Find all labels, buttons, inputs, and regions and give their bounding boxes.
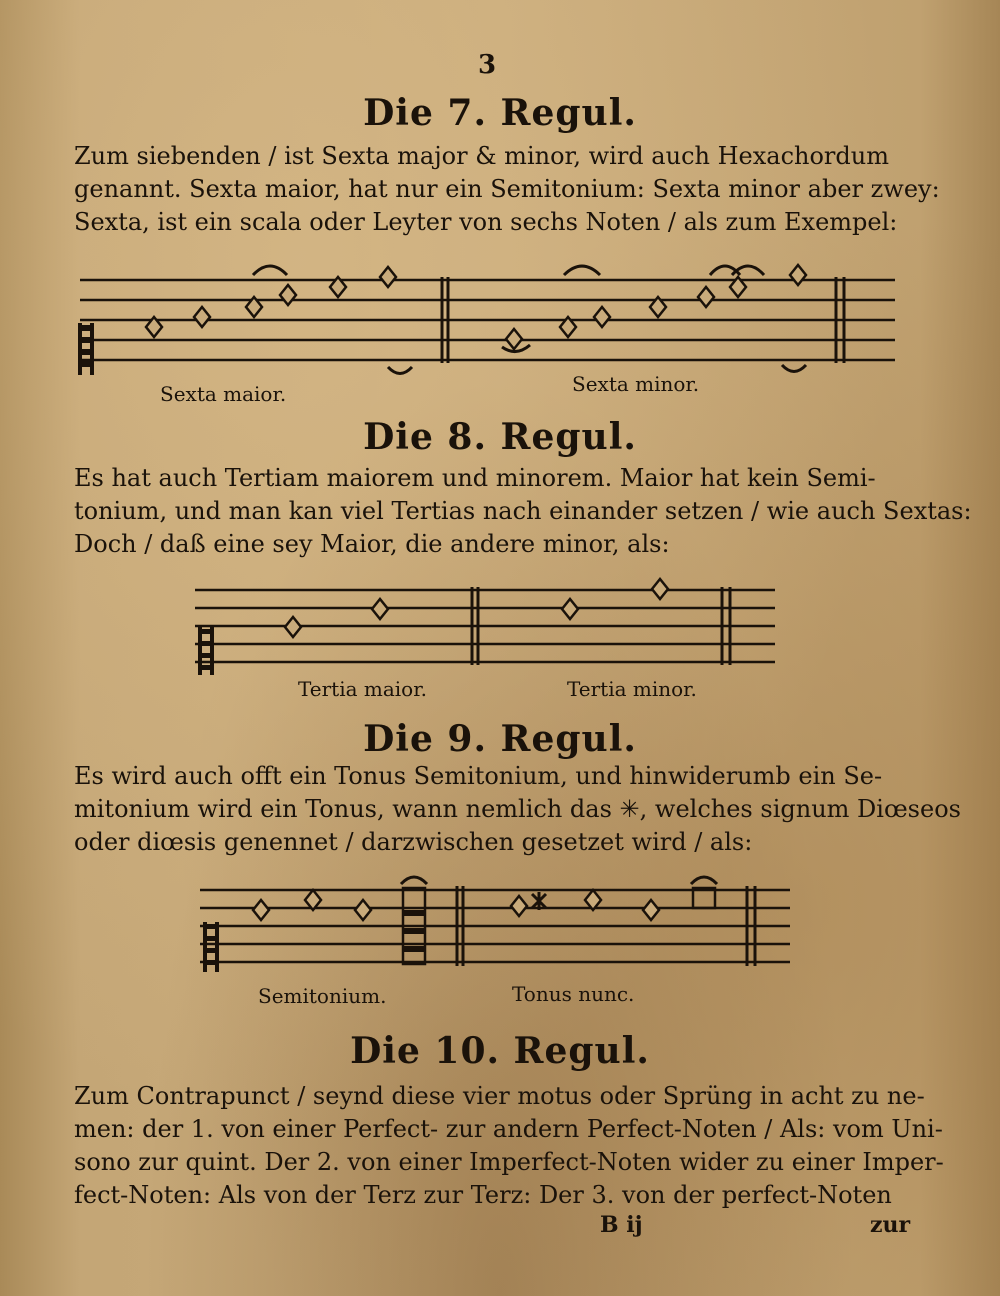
rule10-heading: Die 10. Regul. (350, 1030, 650, 1072)
music-staff-tertia (190, 575, 790, 685)
rule9-line-2: mitonium wird ein Tonus, wann nemlich das ✳, welches signum Diœseos (74, 795, 961, 823)
rule8-heading: Die 8. Regul. (363, 416, 637, 458)
rule9-heading: Die 9. Regul. (363, 718, 637, 760)
catchword: zur (870, 1212, 911, 1238)
c-clef-icon (198, 627, 214, 675)
label-sexta-minor: Sexta minor. (572, 372, 700, 396)
rule10-line-1: Zum Contrapunct / seynd diese vier motus oder Sprüng in acht zu ne- (74, 1082, 925, 1110)
rule10-line-4: fect-Noten: Als von der Terz zur Terz: Der 3. von der perfect-Noten (74, 1181, 892, 1209)
rule9-line-1: Es wird auch offt ein Tonus Semitonium, und hinwiderumb ein Se- (74, 762, 883, 790)
label-tonus-nunc: Tonus nunc. (512, 982, 635, 1006)
rule7-text (74, 140, 940, 239)
label-tertia-minor: Tertia minor. (567, 677, 697, 701)
label-sexta-maior: Sexta maior. (160, 382, 287, 406)
c-clef-icon (78, 323, 94, 375)
rule7-line-2: genannt. Sexta maior, hat nur ein Semitonium: Sexta minor aber zwey: (74, 175, 940, 203)
rule9-line-3: oder diœsis genennet / darzwischen gesetzet wird / als: (74, 828, 753, 856)
rule8-line-3: Doch / daß eine sey Maior, die andere minor, als: (74, 530, 670, 558)
rule8-line-1: Es hat auch Tertiam maiorem und minorem. Maior hat kein Semi- (74, 464, 876, 492)
rule10-text (74, 1080, 944, 1212)
rule10-line-3: sono zur quint. Der 2. von einer Imperfect-Noten wider zu einer Imper- (74, 1148, 944, 1176)
diesis-sharp-icon (532, 892, 546, 910)
label-tertia-maior: Tertia maior. (298, 677, 427, 701)
rule7-line-1: Zum siebenden / ist Sexta major & minor, wird auch Hexachordum (74, 142, 889, 170)
rule7-line-3: Sexta, ist ein scala oder Leyter von sechs Noten / als zum Exempel: (74, 208, 898, 236)
c-clef-icon (203, 922, 219, 972)
rule9-text (74, 760, 961, 859)
label-semitonium: Semitonium. (258, 984, 387, 1008)
rule8-line-2: tonium, und man kan viel Tertias nach einander setzen / wie auch Sextas: (74, 497, 972, 525)
rule7-heading: Die 7. Regul. (363, 92, 637, 134)
signature-mark: B ij (600, 1212, 643, 1238)
music-staff-sexta (70, 255, 900, 390)
rule10-line-2: men: der 1. von einer Perfect- zur andern Perfect-Noten / Als: vom Uni- (74, 1115, 943, 1143)
rule8-text (74, 462, 972, 561)
music-staff-semitonium (195, 870, 795, 980)
page-number: 3 (478, 50, 497, 80)
